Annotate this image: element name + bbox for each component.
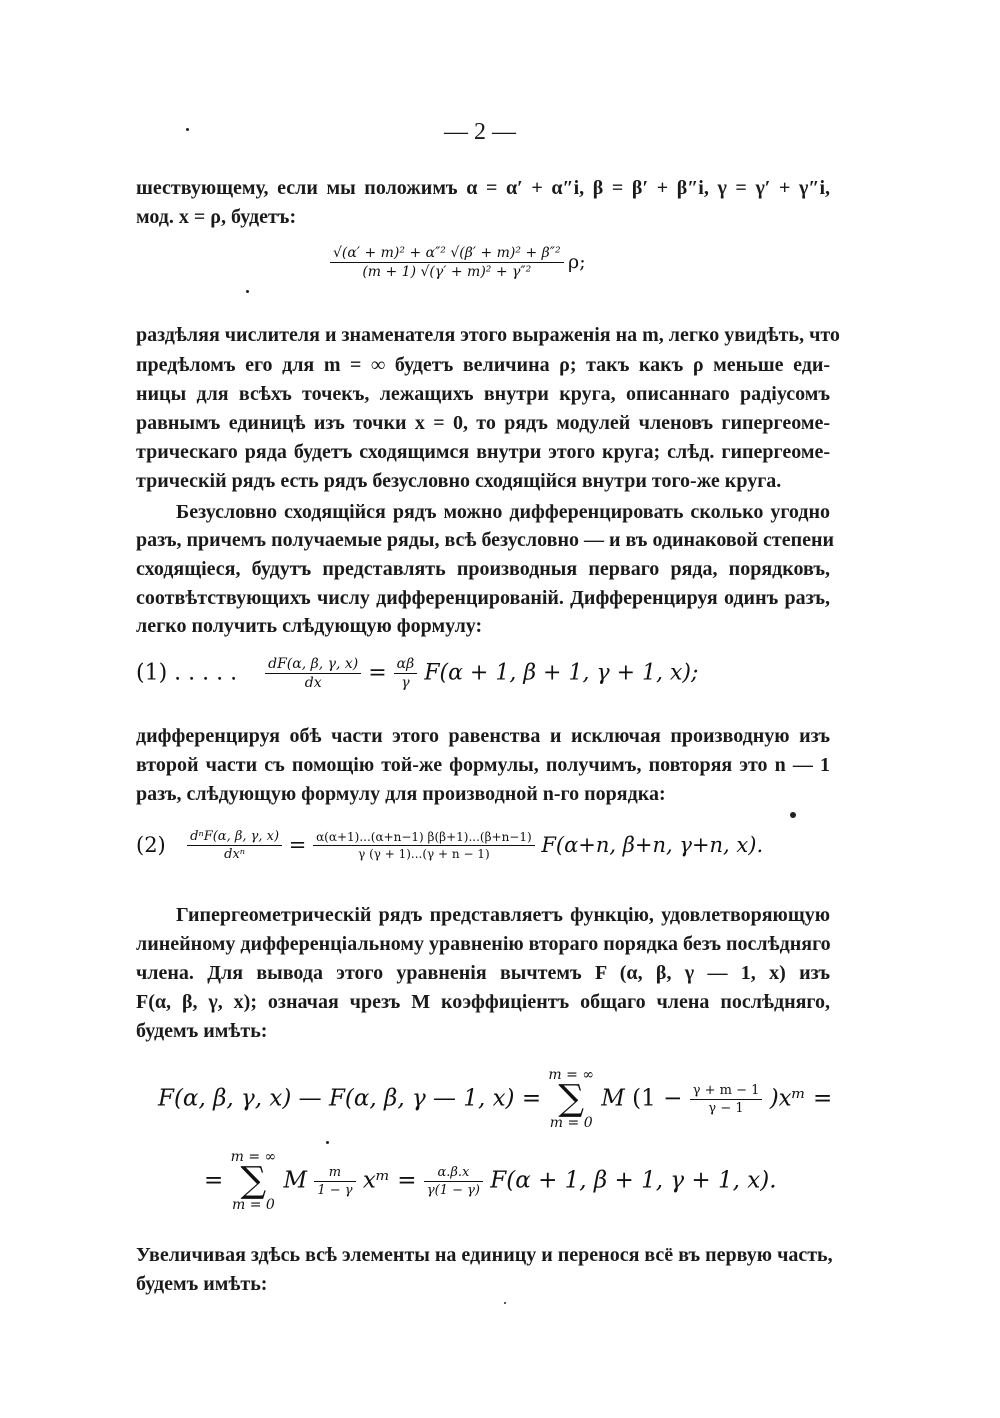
page-number: — 2 —	[444, 119, 516, 145]
fraction-numerator: dⁿF(α, β, γ, x)	[187, 830, 282, 846]
fraction-denominator: γ − 1	[708, 1100, 744, 1116]
summation	[231, 1150, 277, 1212]
scan-speck	[246, 290, 249, 293]
summation-lower-limit: m = 0	[549, 1115, 593, 1132]
equals-sign: =	[204, 1167, 224, 1194]
text-line: Безусловно сходящійся рядъ можно дифференцировать сколько угодно	[176, 501, 830, 523]
text-line: дифференцируя обѣ части этого равенства и исключая производную изъ	[136, 725, 830, 747]
coefficient-m: M	[283, 1167, 308, 1194]
text-line: легко получить слѣдующую формулу:	[136, 615, 483, 637]
formula-left: F(α, β, γ, x) — F(α, β, γ — 1, x) =	[158, 1085, 542, 1112]
text-line: члена. Для вывода этого уравненія вычтемъ F (α, β, γ — 1, x) изъ	[136, 962, 830, 984]
coefficient-fraction	[394, 657, 418, 690]
text-line: предѣломъ его для m = ∞ будетъ величина ρ; такъ какъ ρ меньше еди-	[136, 354, 830, 376]
text-line: Увеличивая здѣсь всѣ элементы на единицу и перенося всё въ первую часть,	[136, 1244, 833, 1266]
paren-close: )xᵐ =	[769, 1085, 833, 1112]
formula-label: (1) . . . . .	[136, 660, 238, 686]
fraction-denominator: γ(1 − γ)	[426, 1182, 480, 1198]
equals-sign: =	[288, 833, 307, 857]
text-line: Гипергеометрическій рядъ представляетъ функцію, удовлетворяющую	[176, 904, 830, 926]
text-line: равнымъ единицѣ изъ точки x = 0, то рядъ модулей членовъ гипергеоме-	[136, 412, 830, 434]
product-fraction	[313, 831, 535, 860]
text-line: второй части съ помощію той-же формулы, получимъ, повторяя это n — 1	[136, 754, 830, 776]
fraction-numerator: √(α′ + m)² + α″² √(β′ + m)² + β″²	[330, 246, 564, 263]
x-power-m: xᵐ =	[362, 1167, 417, 1194]
formula-3-line-2	[204, 1150, 777, 1212]
fraction-numerator: α.β.x	[424, 1166, 483, 1182]
text-line: трическій рядъ есть рядъ безусловно сходящійся внутри того-же круга.	[136, 470, 782, 492]
formula-modulus	[330, 246, 586, 279]
fraction-denominator: dx	[304, 675, 322, 691]
formula-tail: F(α + 1, β + 1, γ + 1, x).	[490, 1167, 777, 1194]
scan-speck	[186, 128, 189, 131]
summation-upper-limit: m = ∞	[230, 1149, 277, 1165]
scan-speck	[504, 1302, 506, 1304]
fraction-denominator: γ	[401, 675, 410, 691]
alpha-beta-fraction	[424, 1166, 483, 1197]
formula-tail: ρ;	[568, 251, 586, 273]
text-line: ницы для всѣхъ точекъ, лежащихъ внутри круга, описаннаго радіусомъ	[136, 383, 830, 405]
fraction-numerator: α(α+1)...(α+n−1) β(β+1)...(β+n−1)	[313, 831, 535, 846]
text-line: шествующему, если мы положимъ α = α′ + α″i, β = β′ + β″i, γ = γ′ + γ″i,	[136, 177, 830, 199]
formula-tail: F(α+n, β+n, γ+n, x).	[541, 833, 764, 857]
text-line: сходящіеся, будутъ представлять производныя перваго ряда, порядковъ,	[136, 558, 830, 580]
text-line: линейному дифференціальному уравненію втораго порядка безъ послѣдняго	[136, 933, 831, 955]
fraction-denominator: 1 − γ	[317, 1182, 353, 1198]
sigma-symbol: ∑	[558, 1078, 585, 1119]
derivative-fraction	[265, 657, 361, 690]
text-line: F(α, β, γ, x); означая чрезъ M коэффиціентъ общаго члена послѣдняго,	[136, 991, 830, 1013]
formula-tail: F(α + 1, β + 1, γ + 1, x);	[424, 660, 699, 686]
summation-lower-limit: m = 0	[231, 1197, 275, 1214]
text-line: трическаго ряда будетъ сходящимся внутри этого круга; слѣд. гипергеоме-	[136, 441, 830, 463]
text-line: мод. x = ρ, будетъ:	[136, 206, 297, 228]
modulus-fraction	[330, 246, 564, 279]
m-fraction	[314, 1166, 355, 1197]
summation	[548, 1068, 594, 1130]
fraction-denominator: dxⁿ	[224, 847, 246, 862]
text-line: будемъ имѣть:	[136, 1020, 268, 1042]
text-line: раздѣляя числителя и знаменателя этого выраженія на m, легко увидѣть, что	[136, 324, 840, 346]
formula-3-line-1	[158, 1068, 832, 1130]
formula-1	[136, 657, 698, 690]
fraction-numerator: αβ	[394, 657, 418, 674]
coefficient-m: M	[601, 1085, 625, 1112]
scan-speck	[790, 812, 796, 818]
fraction-numerator: dF(α, β, γ, x)	[265, 657, 361, 674]
fraction-numerator: γ + m − 1	[690, 1084, 763, 1100]
gamma-fraction	[690, 1084, 763, 1115]
formula-2	[136, 830, 763, 861]
paren-open: (1 −	[632, 1085, 683, 1112]
scan-speck	[326, 1141, 329, 1144]
summation-upper-limit: m = ∞	[548, 1067, 594, 1083]
sigma-symbol: ∑	[240, 1160, 267, 1201]
fraction-denominator: (m + 1) √(γ′ + m)² + γ″²	[362, 264, 532, 280]
nth-derivative-fraction	[187, 830, 282, 861]
text-line: разъ, слѣдующую формулу для производной n-го порядка:	[136, 783, 666, 805]
formula-label: (2)	[136, 833, 166, 857]
text-line: будемъ имѣть:	[136, 1273, 268, 1295]
text-line: соотвѣтствующихъ числу дифференцированій. Дифференцируя одинъ разъ,	[136, 587, 830, 609]
equals-sign: =	[368, 660, 387, 686]
fraction-denominator: γ (γ + 1)...(γ + n − 1)	[358, 847, 490, 861]
fraction-numerator: m	[314, 1166, 355, 1182]
text-line: разъ, причемъ получаемые ряды, всѣ безусловно — и въ одинаковой степени	[136, 529, 835, 551]
